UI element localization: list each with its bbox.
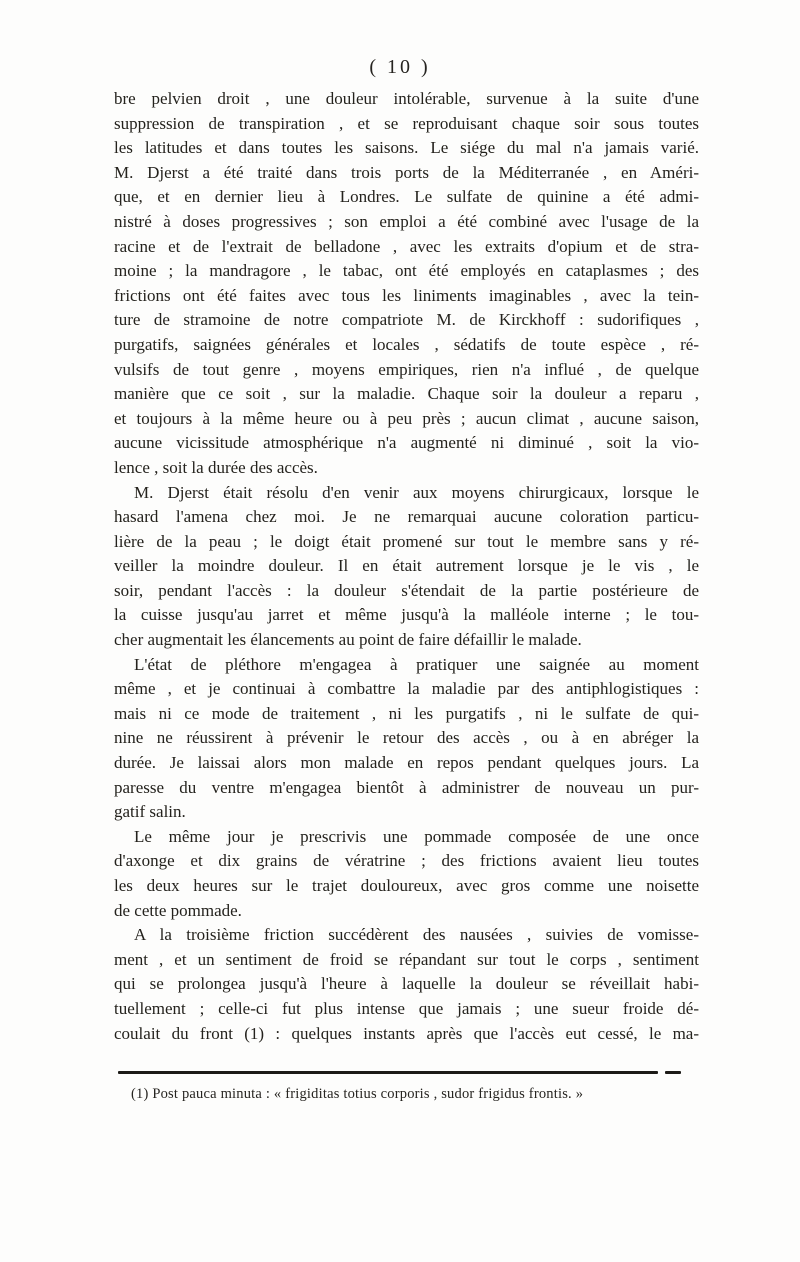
text-line: vulsifs de tout genre , moyens empiriques, rien n'a influé , de quelque [114, 359, 699, 379]
footnote-rule-line [118, 1071, 658, 1074]
text-line: gatif salin. [114, 802, 186, 822]
text-line: même , et je continuai à combattre la maladie par des antiphlogistiques : [114, 679, 699, 699]
text-line: suppression de transpiration , et se reproduisant chaque soir sous toutes [114, 113, 699, 133]
text-line: frictions ont été faites avec tous les liniments imaginables , avec la tein- [114, 285, 699, 305]
text-line: ture de stramoine de notre compatriote M. de Kirckhoff : sudorifiques , [114, 310, 699, 330]
text-line: bre pelvien droit , une douleur intolérable, survenue à la suite d'une [114, 89, 699, 108]
text-line: moine ; la mandragore , le tabac, ont été employés en cataplasmes ; des [114, 261, 699, 281]
text-line: Le même jour je prescrivis une pommade composée de une once [134, 826, 699, 846]
text-line: nine ne réussirent à prévenir le retour des accès , ou à en abréger la [114, 728, 699, 748]
text-line: cher augmentait les élancements au point de faire défaillir le malade. [114, 630, 582, 650]
text-column [114, 87, 699, 1046]
paragraph [114, 825, 699, 923]
footnote: (1) Post pauca minuta : « frigiditas totius corporis , sudor frigidus frontis. » [131, 1086, 584, 1102]
text-line: racine et de l'extrait de belladone , avec les extraits d'opium et de stra- [114, 236, 699, 256]
text-line: ment , et un sentiment de froid se répandant sur tout le corps , sentiment [114, 949, 699, 969]
text-line: lière de la peau ; le doigt était promené sur tout le membre sans y ré- [114, 531, 699, 551]
text-line: que, et en dernier lieu à Londres. Le sulfate de quinine a été admi- [114, 187, 699, 207]
text-line: lence , soit la durée des accès. [114, 457, 318, 477]
text-line: hasard l'amena chez moi. Je ne remarquai aucune coloration particu- [114, 507, 699, 527]
paragraph [114, 923, 699, 1046]
footnote-rule-dash [665, 1071, 681, 1074]
text-line: de cette pommade. [114, 900, 242, 920]
text-line: M. Djerst était résolu d'en venir aux moyens chirurgicaux, lorsque le [134, 482, 699, 502]
text-line: soir, pendant l'accès : la douleur s'étendait de la partie postérieure de [114, 580, 699, 600]
text-line: les deux heures sur le trajet douloureux, avec gros comme une noisette [114, 876, 699, 895]
text-line: durée. Je laissai alors mon malade en repos pendant quelques jours. La [114, 753, 699, 773]
text-line: veiller la moindre douleur. Il en était autrement lorsque je le vis , le [114, 556, 699, 576]
paragraph [114, 87, 699, 481]
text-line: d'axonge et dix grains de vératrine ; des frictions avaient lieu toutes [114, 851, 699, 871]
paragraph [114, 481, 699, 653]
page-number: ( 10 ) [369, 56, 431, 78]
text-line: purgatifs, saignées générales et locales , sédatifs de toute espèce , ré- [114, 334, 699, 354]
text-line: coulait du front (1) : quelques instants après que l'accès eut cessé, le ma- [114, 1023, 699, 1043]
text-line: M. Djerst a été traité dans trois ports de la Méditerranée , en Améri- [114, 162, 699, 182]
text-line: paresse du ventre m'engagea bientôt à administrer de nouveau un pur- [114, 777, 699, 797]
text-line: les latitudes et dans toutes les saisons. Le siége du mal n'a jamais varié. [114, 138, 699, 158]
text-line: et toujours à la même heure ou à peu près ; aucun climat , aucune saison, [114, 408, 699, 428]
text-line: qui se prolongea jusqu'à l'heure à laquelle la douleur se réveillait habi- [114, 974, 699, 994]
text-line: nistré à doses progressives ; son emploi a été combiné avec l'usage de la [114, 211, 699, 231]
text-line: la cuisse jusqu'au jarret et même jusqu'à la malléole interne ; le tou- [114, 605, 699, 625]
text-line: aucune vicissitude atmosphérique n'a augmenté ni diminué , soit la vio- [114, 433, 699, 453]
footnote-rule [118, 1071, 681, 1074]
text-line: L'état de pléthore m'engagea à pratiquer une saignée au moment [134, 654, 699, 674]
text-line: mais ni ce mode de traitement , ni les purgatifs , ni le sulfate de qui- [114, 703, 699, 723]
paragraph [114, 653, 699, 825]
text-line: tuellement ; celle-ci fut plus intense que jamais ; une sueur froide dé- [114, 998, 699, 1018]
text-line: manière que ce soit , sur la maladie. Chaque soir la douleur a reparu , [114, 384, 699, 404]
text-line: A la troisième friction succédèrent des nausées , suivies de vomisse- [134, 925, 699, 945]
footnote-rule-gap [658, 1071, 665, 1074]
